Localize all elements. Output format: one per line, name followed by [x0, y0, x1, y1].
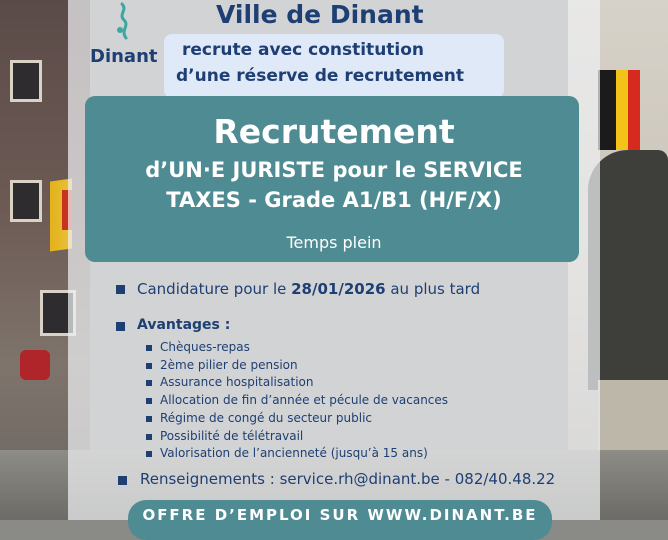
job-offer-link-label[interactable]: OFFRE D’EMPLOI SUR WWW.DINANT.BE — [142, 506, 538, 524]
bullet-icon — [118, 476, 127, 485]
candidature-deadline — [137, 280, 480, 298]
page-title: Ville de Dinant — [216, 0, 424, 29]
bullet-icon — [146, 380, 152, 386]
candidature-suffix: au plus tard — [390, 280, 481, 298]
bullet-icon — [146, 345, 152, 351]
bullet-icon — [116, 285, 125, 294]
job-position-line-2: TAXES - Grade A1/B1 (H/F/X) — [166, 188, 502, 212]
list-item: Chèques-repas — [146, 339, 448, 357]
avantages-title: Avantages : — [137, 317, 231, 333]
scooter — [20, 350, 50, 380]
contact-info: Renseignements : service.rh@dinant.be - 082/40.48.22 — [140, 470, 556, 488]
list-item: Assurance hospitalisation — [146, 374, 448, 392]
job-schedule: Temps plein — [286, 233, 382, 252]
statue — [588, 150, 668, 390]
window — [10, 60, 42, 102]
list-item: 2ème pilier de pension — [146, 357, 448, 375]
bullet-icon — [146, 434, 152, 440]
candidature-prefix: Candidature pour le — [137, 280, 287, 298]
list-item: Possibilité de télétravail — [146, 428, 448, 446]
list-item: Régime de congé du secteur public — [146, 410, 448, 428]
list-item: Allocation de fin d’année et pécule de vacances — [146, 392, 448, 410]
recrute-line-1: recrute avec constitution — [182, 40, 425, 60]
bullet-icon — [146, 398, 152, 404]
bullet-icon — [116, 322, 125, 331]
job-position-line-1: d’UN·E JURISTE pour le SERVICE — [145, 158, 523, 182]
logo-wordmark: Dinant — [90, 46, 158, 67]
job-heading: Recrutement — [213, 112, 455, 151]
bullet-icon — [146, 451, 152, 457]
bullet-icon — [146, 416, 152, 422]
list-item: Valorisation de l’ancienneté (jusqu’à 15 ans) — [146, 445, 448, 463]
avantages-list — [146, 339, 448, 463]
recrute-line-2: d’une réserve de recrutement — [176, 66, 464, 86]
candidature-date: 28/01/2026 — [291, 280, 386, 298]
bullet-icon — [146, 363, 152, 369]
